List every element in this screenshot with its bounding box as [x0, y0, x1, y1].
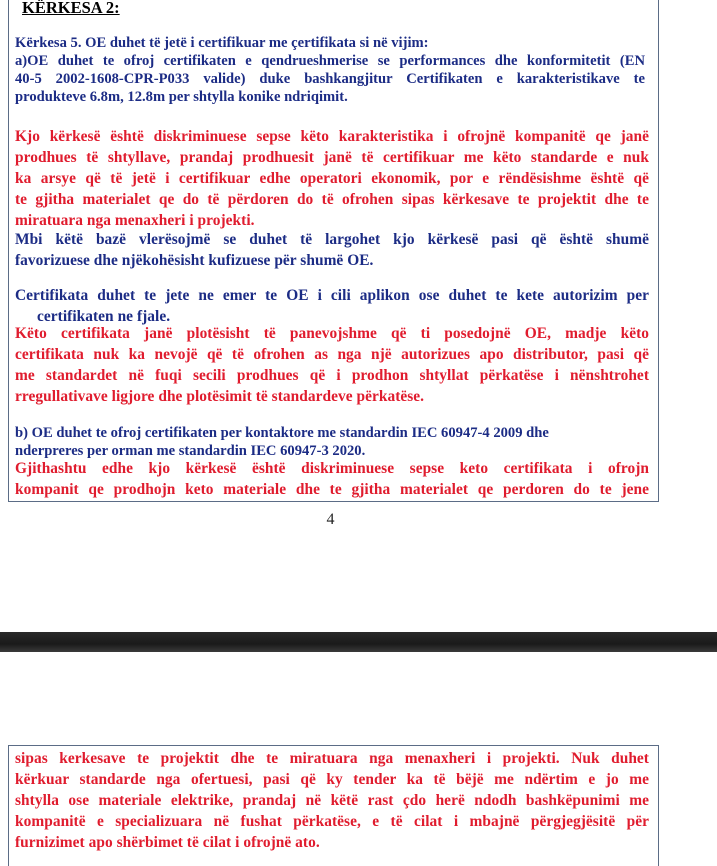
objection-3-line: kompanit qe prodhojn keto materiale dhe te gjitha materialet qe perdoren do te jene [15, 481, 649, 498]
requirement-5-line: a)OE duhet te ofroj certifikaten e qendrueshmerise se performances dhe konformitetit (EN [15, 53, 645, 69]
objection-1-block [15, 126, 649, 231]
objection-2-block [15, 323, 649, 407]
conclusion-1-line: favorizuese dhe njëkohësisht kufizuese për shumë OE. [15, 252, 374, 269]
document-page-5 [0, 652, 717, 851]
continuation-line: shtylla ose materiale elektrike, prandaj në këtë rast çdo herë ndodh bashkëpunimi me [15, 792, 649, 809]
page-number: 4 [326, 511, 335, 528]
page-separator [0, 632, 717, 652]
objection-3-block [15, 458, 649, 500]
requirement-5-line: Kërkesa 5. OE duhet të jetë i certifikuar me çertifikata si në vijim: [15, 35, 429, 51]
objection-1-line: ka arsye që të jetë i certifikuar edhe operatori ekonomik, por e rëndësishme është që [15, 170, 649, 187]
section-heading: KËRKESA 2: [22, 0, 120, 17]
continuation-block [15, 748, 649, 853]
requirement-5-line: produkteve 6.8m, 12.8m per shtylla konike ndriqimit. [15, 89, 348, 105]
requirement-5-line: 40-5 2002-1608-CPR-P033 valide) duke bashkangjitur Certifikaten e karakteristikave te [15, 71, 645, 87]
objection-2-line: Këto certifikata janë plotësisht të panevojshme që ti posedojnë OE, madje këto [15, 325, 649, 342]
requirement-b-line: b) OE duhet te ofroj certifikaten per kontaktore me standardin IEC 60947-4 2009 dhe [15, 425, 549, 441]
continuation-line: sipas kerkesave te projektit dhe te miratuara nga menaxheri i projekti. Nuk duhet [15, 750, 649, 767]
objection-frame-continued [8, 745, 659, 866]
conclusion-1-line: Mbi këtë bazë vlerësojmë se duhet të largohet kjo kërkesë pasi që është shumë [15, 231, 649, 248]
objection-frame [8, 0, 659, 502]
objection-1-line: prodhues të shtyllave, prandaj prodhuesit janë të certifikuar me këto standarde e nuk [15, 149, 649, 166]
requirement-b-block [15, 424, 645, 460]
conclusion-1-block [15, 229, 649, 271]
continuation-line: kompanitë e specializuara në fushat përkatëse, e të cilat i mbajnë përgjegjësitë për [15, 813, 649, 830]
objection-1-line: te gjitha materialet qe do të përdoren do të ofrohen sipas kërkesave te projektit dhe te [15, 191, 649, 208]
objection-2-line: rregullativave ligjore dhe plotësimit të standardeve përkatëse. [15, 388, 425, 405]
objection-1-line: miratuara nga menaxheri i projekti. [15, 212, 255, 229]
certificate-requirement-block [15, 285, 649, 327]
objection-2-line: certifikata nuk ka nevojë që të ofrohen as nga një autorizues apo distributor, pasi që [15, 346, 649, 363]
certificate-requirement-line: Certifikata duhet te jete ne emer te OE i cili aplikon ose duhet te kete autorizim per [15, 287, 649, 304]
continuation-line: furnizimet apo shërbimet të cilat i ofrojnë ato. [15, 834, 320, 851]
certificate-requirement-line: certifikaten ne fjale. [37, 308, 171, 325]
requirement-b-line: nderpreres per orman me standardin IEC 60947-3 2020. [15, 443, 366, 459]
continuation-line: kërkuar standarde nga ofertuesi, pasi që ky tender ka të bëjë me ndërtim e jo me [15, 771, 649, 788]
objection-3-line: Gjithashtu edhe kjo kërkesë është diskriminuese sepse keto certifikata i ofrojn [15, 460, 649, 477]
requirement-5-block [15, 34, 645, 106]
objection-2-line: me standardet në fuqi secili prodhues që i prodhon shtyllat përkatëse i nënshtrohet [15, 367, 649, 384]
objection-1-line: Kjo kërkesë është diskriminuese sepse këto karakteristika i ofrojnë kompanitë qe janë [15, 128, 649, 145]
